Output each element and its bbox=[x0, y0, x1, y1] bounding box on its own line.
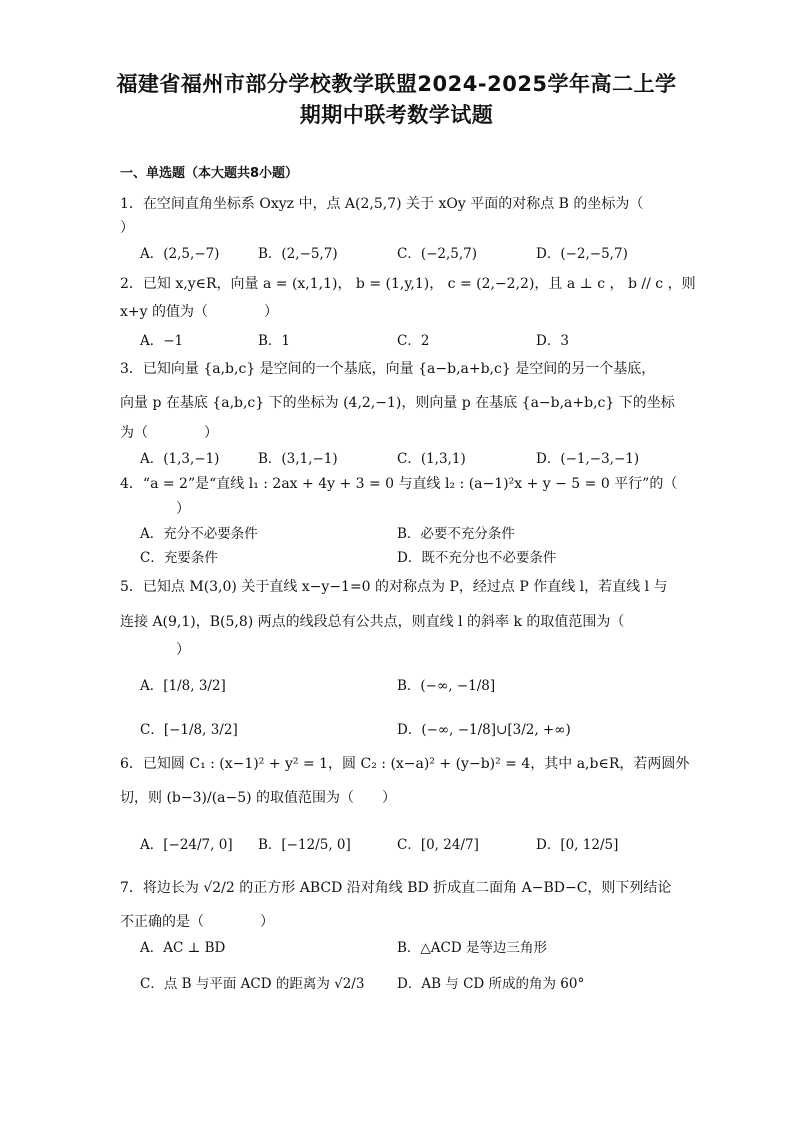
question-6-option-d: D．[0, 12/5] bbox=[536, 837, 619, 853]
question-6-text-cont: 切，则 (b−3)/(a−5) 的取值范围为（ ） bbox=[120, 790, 397, 806]
question-2-option-c: C．2 bbox=[397, 333, 430, 349]
question-7-option-d: D．AB 与 CD 所成的角为 60° bbox=[397, 976, 585, 992]
question-3-option-b: B．(3,1,−1) bbox=[258, 451, 338, 467]
question-2-option-b: B．1 bbox=[258, 333, 291, 349]
question-7-option-b: B．△ACD 是等边三角形 bbox=[397, 940, 547, 956]
question-6-option-a: A．[−24/7, 0] bbox=[140, 837, 233, 853]
question-5-text: 5．已知点 M(3,0) 关于直线 x−y−1=0 的对称点为 P，经过点 P 作直线 l，若直线 l 与 bbox=[120, 579, 668, 595]
question-7-option-c: C．点 B 与平面 ACD 的距离为 √2/3 bbox=[140, 976, 365, 992]
question-2-text-cont: x+y 的值为（ ） bbox=[120, 304, 278, 320]
question-6-text: 6．已知圆 C₁ : (x−1)² + y² = 1，圆 C₂ : (x−a)² + (y−b)² = 4，其中 a,b∈R，若两圆外 bbox=[120, 756, 690, 772]
question-4-option-b: B．必要不充分条件 bbox=[397, 526, 515, 542]
question-2-text: 2．已知 x,y∈R，向量 a = (x,1,1)， b = (1,y,1)， c = (2,−2,2)，且 a ⊥ c ， b // c ，则 bbox=[120, 276, 696, 292]
section-heading: 一、单选题（本大题共8小题） bbox=[120, 166, 299, 181]
question-7-text: 7．将边长为 √2/2 的正方形 ABCD 沿对角线 BD 折成直二面角 A−BD−C，则下列结论 bbox=[120, 880, 672, 896]
question-3-option-c: C．(1,3,1) bbox=[397, 451, 466, 467]
question-6-option-c: C．[0, 24/7] bbox=[397, 837, 479, 853]
question-6-option-b: B．[−12/5, 0] bbox=[258, 837, 351, 853]
question-3-text: 3．已知向量 {a,b,c} 是空间的一个基底，向量 {a−b,a+b,c} 是空间的另一个基底， bbox=[120, 361, 656, 377]
question-5-option-a: A．[1/8, 3/2] bbox=[140, 678, 226, 694]
question-4-option-c: C．充要条件 bbox=[140, 550, 218, 566]
question-1-option-b: B．(2,−5,7) bbox=[258, 246, 338, 262]
question-1-option-d: D．(−2,−5,7) bbox=[536, 246, 628, 262]
question-3-option-a: A．(1,3,−1) bbox=[140, 451, 220, 467]
question-5-option-b: B．(−∞, −1/8] bbox=[397, 678, 496, 694]
question-3-text-cont1: 向量 p 在基底 {a,b,c} 下的坐标为 (4,2,−1)，则向量 p 在基底 {a−b,a+b,c} 下的坐标 bbox=[120, 395, 675, 411]
question-4-text-cont: ） bbox=[176, 501, 190, 517]
page-title-line2: 期期中联考数学试题 bbox=[299, 103, 494, 127]
question-3-option-d: D．(−1,−3,−1) bbox=[536, 451, 640, 467]
question-1-option-c: C．(−2,5,7) bbox=[397, 246, 478, 262]
question-4-option-a: A．充分不必要条件 bbox=[140, 526, 258, 542]
question-5-text-cont2: ） bbox=[176, 642, 190, 658]
question-3-text-cont2: 为（ ） bbox=[120, 425, 218, 441]
question-5-text-cont1: 连接 A(9,1)，B(5,8) 两点的线段总有公共点，则直线 l 的斜率 k 的取值范围为（ bbox=[120, 614, 625, 630]
question-1-option-a: A．(2,5,−7) bbox=[140, 246, 220, 262]
question-1-text: 1．在空间直角坐标系 Oxyz 中，点 A(2,5,7) 关于 xOy 平面的对称点 B 的坐标为（ bbox=[120, 196, 644, 212]
question-4-option-d: D．既不充分也不必要条件 bbox=[397, 550, 557, 566]
question-1-text-cont: ） bbox=[120, 220, 134, 236]
question-7-option-a: A．AC ⊥ BD bbox=[140, 940, 226, 956]
page-title-line1: 福建省福州市部分学校教学联盟2024-2025学年高二上学 bbox=[116, 72, 677, 96]
question-2-option-a: A．−1 bbox=[140, 333, 184, 349]
question-4-text: 4．“a = 2”是“直线 l₁ : 2ax + 4y + 3 = 0 与直线 l₂ : (a−1)²x + y − 5 = 0 平行”的（ bbox=[120, 476, 678, 492]
question-7-text-cont: 不正确的是（ ） bbox=[120, 914, 274, 930]
question-5-option-d: D．(−∞, −1/8]∪[3/2, +∞) bbox=[397, 722, 571, 738]
question-2-option-d: D．3 bbox=[536, 333, 569, 349]
question-5-option-c: C．[−1/8, 3/2] bbox=[140, 722, 238, 738]
